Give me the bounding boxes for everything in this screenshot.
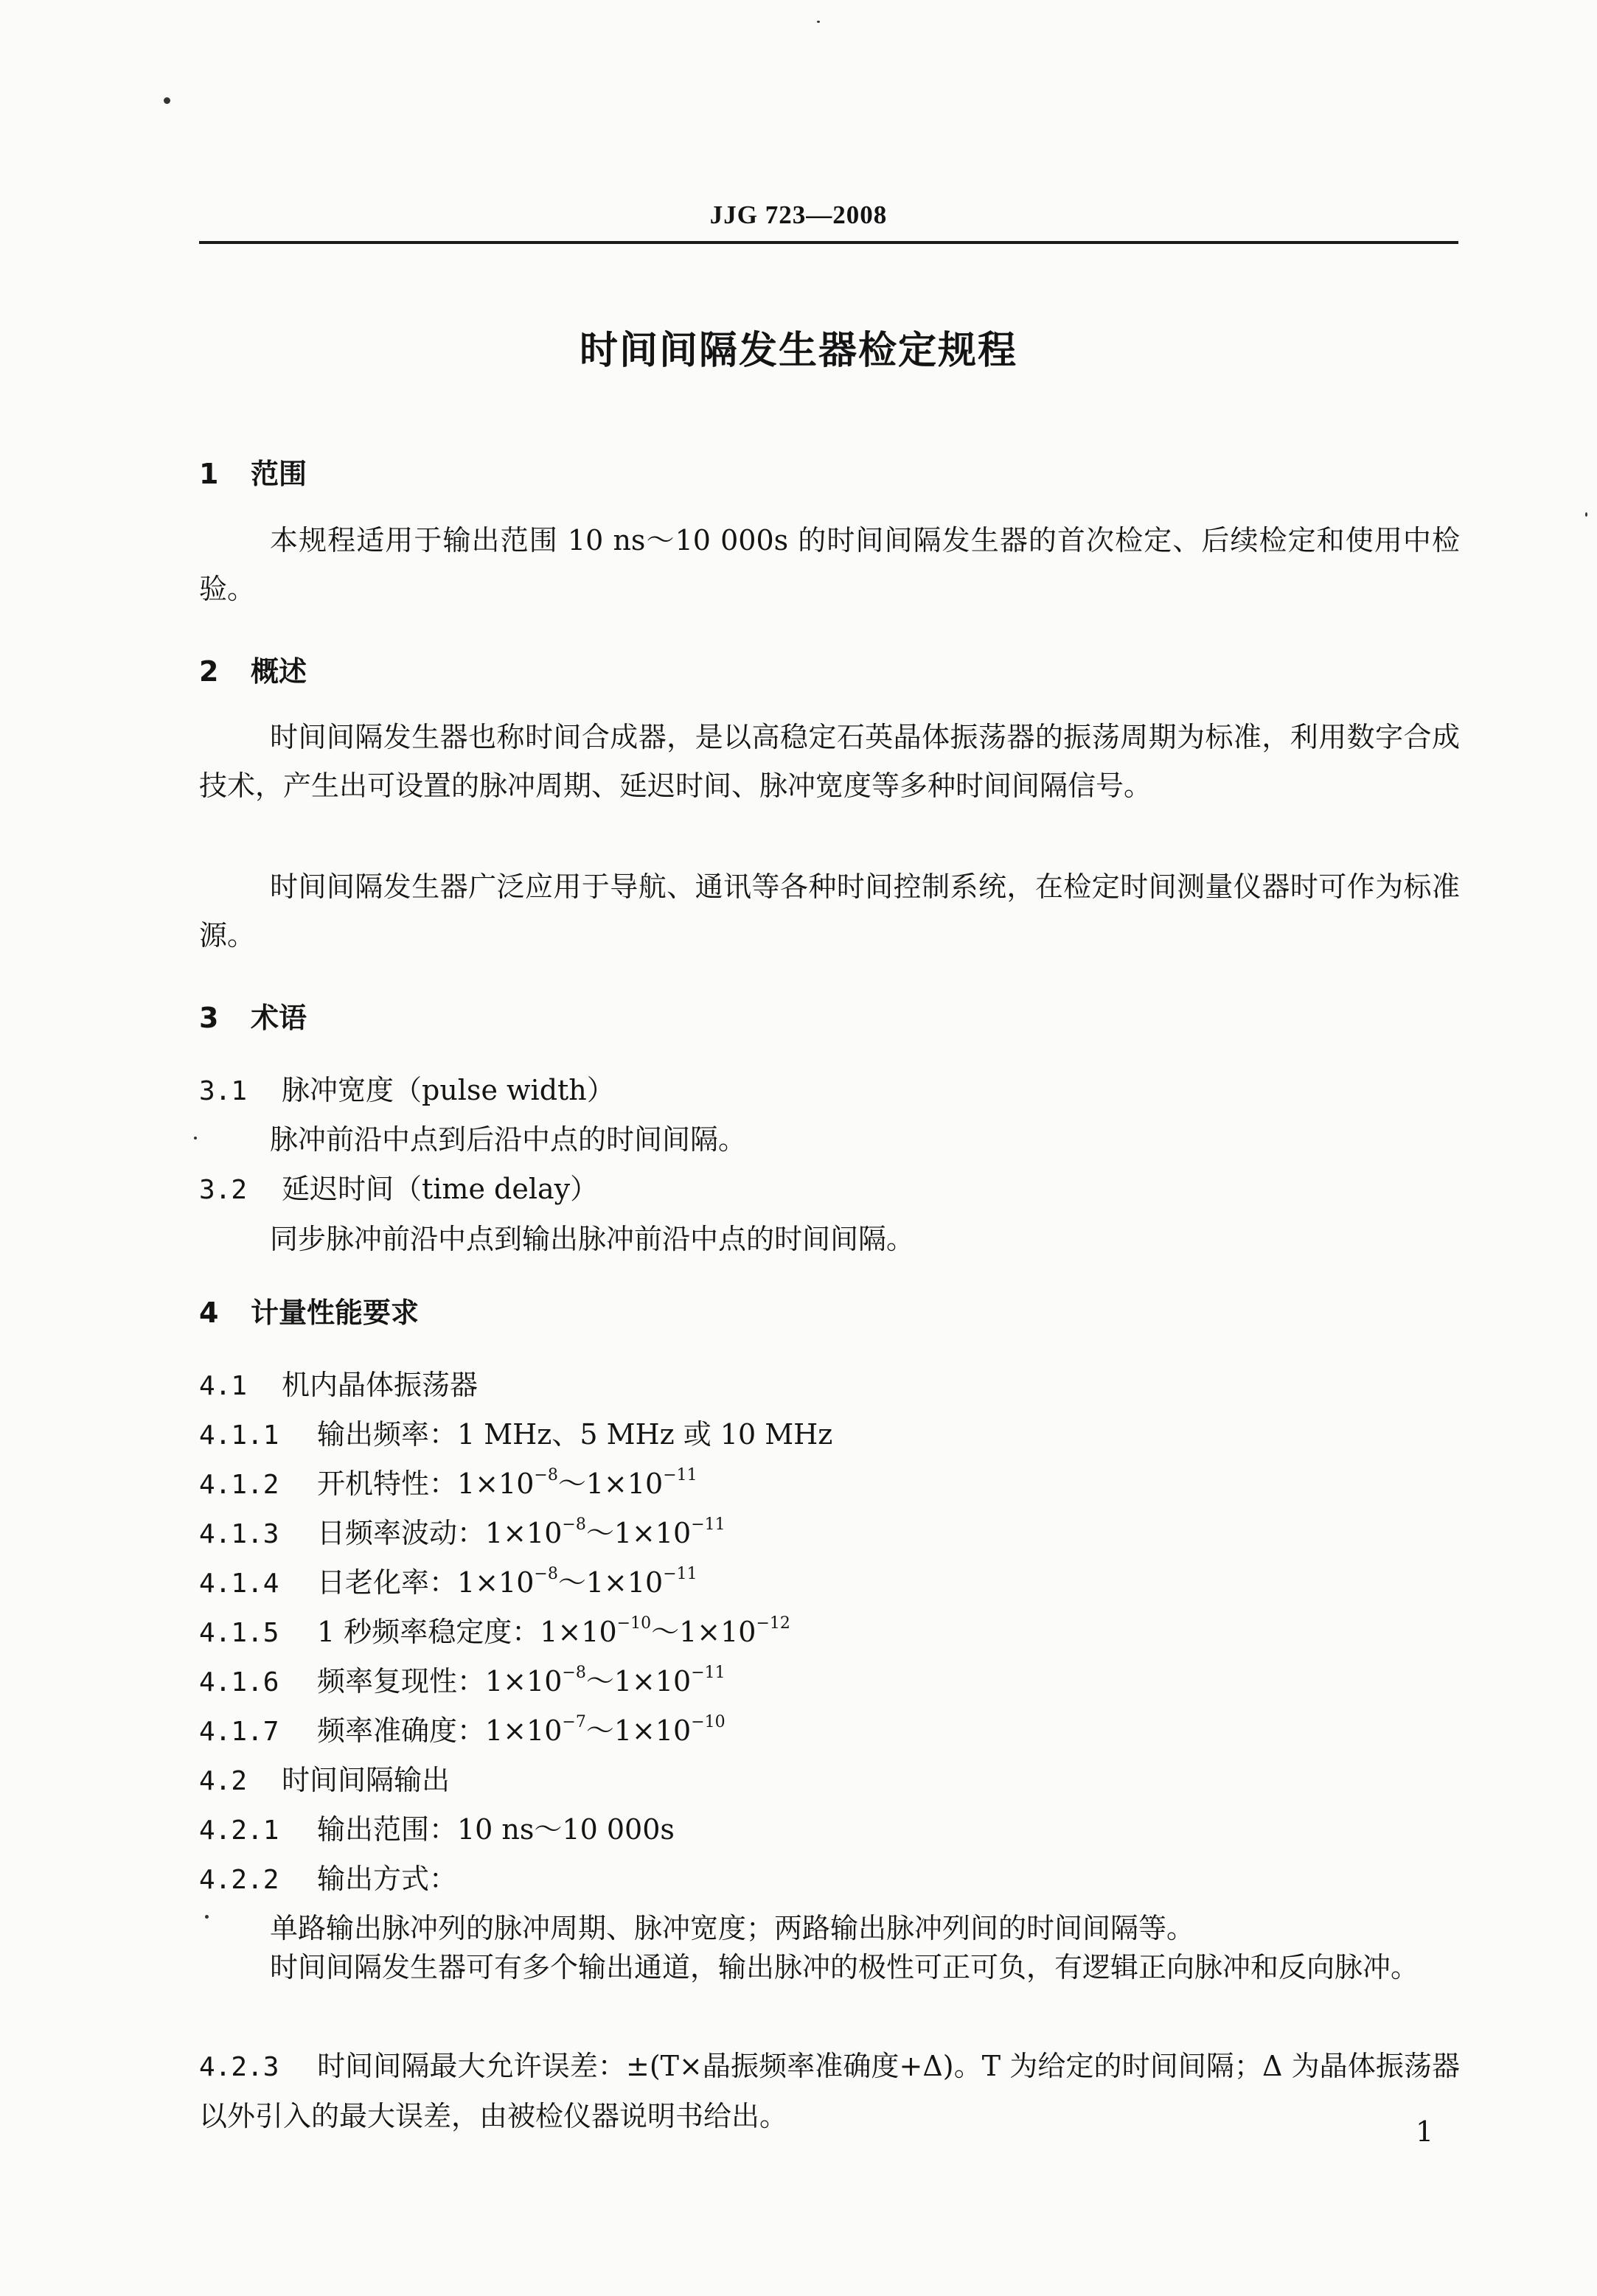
clause-text: 输出范围：10 ns～10 000s	[317, 1813, 675, 1846]
clause-number: 4.1.6	[199, 1667, 279, 1697]
clause-4-1-3	[199, 1510, 726, 1551]
range-high: 1×10	[585, 1566, 664, 1599]
term-3-1-definition: 脉冲前沿中点到后沿中点的时间间隔。	[270, 1123, 747, 1156]
exponent-low: −8	[562, 1664, 586, 1682]
range-high: 1×10	[613, 1714, 692, 1747]
range-high: 1×10	[613, 1665, 692, 1697]
section-4-heading	[199, 1290, 419, 1330]
clause-4-1-2	[199, 1461, 697, 1501]
clause-label: 频率准确度：	[317, 1714, 486, 1747]
clause-4-2-2-paragraph-2	[199, 1943, 1460, 1992]
clause-number: 4.1.5	[199, 1618, 279, 1648]
clause-number: 4.2.2	[199, 1865, 279, 1895]
clause-4-1-4	[199, 1560, 697, 1600]
clause-label: 时间间隔输出	[282, 1764, 450, 1796]
clause-4-2	[199, 1757, 450, 1798]
term-3-1	[199, 1067, 615, 1108]
clause-number: 3.1	[199, 1076, 248, 1106]
clause-label: 机内晶体振荡器	[282, 1369, 479, 1401]
paragraph: 本规程适用于输出范围 10 ns～10 000s 的时间间隔发生器的首次检定、后续检定和使用中检验。	[199, 524, 1460, 605]
section-title: 范围	[251, 458, 307, 490]
exponent-high: −11	[691, 1515, 726, 1534]
section-number: 4	[199, 1297, 219, 1329]
document-code: JJG 723—2008	[709, 200, 888, 229]
clause-4-2-2-paragraph-1: 单路输出脉冲列的脉冲周期、脉冲宽度；两路输出脉冲列间的时间间隔等。	[270, 1912, 1195, 1944]
clause-label: 1 秒频率稳定度：	[317, 1616, 540, 1648]
clause-text: 输出方式：	[317, 1863, 458, 1895]
range-low: 1×10	[540, 1616, 617, 1648]
range-high: 1×10	[613, 1517, 692, 1549]
clause-label: 开机特性：	[317, 1468, 458, 1500]
term-label: 延迟时间（time delay）	[282, 1173, 599, 1205]
clause-number: 4.2.1	[199, 1815, 279, 1846]
section-1-body	[199, 516, 1460, 613]
paragraph: 时间间隔发生器也称时间合成器，是以高稳定石英晶体振荡器的振荡周期为标准，利用数字合成技术，产生出可设置的脉冲周期、延迟时间、脉冲宽度等多种时间间隔信号。	[199, 721, 1460, 802]
header-rule	[199, 241, 1458, 244]
range-sep: ～	[651, 1616, 680, 1648]
range-low: 1×10	[457, 1468, 535, 1500]
range-sep: ～	[585, 1517, 614, 1549]
exponent-high: −12	[756, 1614, 790, 1633]
clause-label: 日频率波动：	[317, 1517, 486, 1549]
section-2-paragraph-1	[199, 713, 1460, 810]
clause-4-1	[199, 1362, 478, 1403]
section-2-heading	[199, 649, 307, 689]
section-title: 概述	[251, 655, 307, 688]
section-number: 2	[199, 655, 219, 688]
clause-text: 时间间隔最大允许误差：±(T×晶振频率准确度+Δ)。T 为给定的时间间隔；Δ 为晶体振荡器以外引入的最大误差，由被检仪器说明书给出。	[199, 2050, 1460, 2132]
document-title: 时间间隔发生器检定规程	[579, 329, 1017, 373]
clause-number: 4.2.3	[199, 2052, 279, 2082]
exponent-high: −11	[663, 1565, 697, 1583]
exponent-low: −8	[534, 1466, 558, 1484]
clause-number: 4.1.4	[199, 1569, 279, 1599]
clause-4-1-6	[199, 1658, 726, 1699]
range-low: 1×10	[485, 1517, 563, 1549]
clause-4-1-1	[199, 1412, 832, 1452]
scan-speck	[205, 1915, 209, 1919]
clause-number: 4.1.7	[199, 1717, 279, 1747]
term-label: 脉冲宽度（pulse width）	[282, 1074, 615, 1106]
scan-speck	[194, 1137, 197, 1140]
section-3-heading	[199, 995, 307, 1036]
term-3-2-definition: 同步脉冲前沿中点到输出脉冲前沿中点的时间间隔。	[270, 1223, 915, 1255]
exponent-low: −7	[562, 1713, 586, 1731]
range-high: 1×10	[679, 1616, 756, 1648]
exponent-low: −10	[616, 1614, 652, 1633]
paragraph: 时间间隔发生器广泛应用于导航、通讯等各种时间控制系统，在检定时间测量仪器时可作为标准源。	[199, 870, 1460, 952]
paragraph: 时间间隔发生器可有多个输出通道，输出脉冲的极性可正可负，有逻辑正向脉冲和反向脉冲。	[270, 1951, 1419, 1983]
clause-text: 输出频率：1 MHz、5 MHz 或 10 MHz	[317, 1418, 833, 1451]
section-title: 计量性能要求	[251, 1297, 420, 1329]
range-low: 1×10	[485, 1714, 563, 1747]
range-low: 1×10	[485, 1665, 563, 1697]
exponent-high: −11	[663, 1466, 697, 1484]
clause-label: 频率复现性：	[317, 1665, 486, 1697]
clause-number: 4.1.3	[199, 1519, 279, 1549]
clause-number: 4.2	[199, 1766, 248, 1796]
scan-speck	[164, 97, 170, 104]
exponent-low: −8	[534, 1565, 558, 1583]
section-number: 3	[199, 1002, 219, 1034]
clause-label: 日老化率：	[317, 1566, 458, 1599]
scan-speck	[1585, 512, 1587, 517]
clause-number: 3.2	[199, 1175, 248, 1205]
clause-number: 4.1.1	[199, 1420, 279, 1451]
term-3-2	[199, 1166, 598, 1207]
clause-4-2-1	[199, 1807, 675, 1847]
clause-4-2-2	[199, 1856, 457, 1897]
range-sep: ～	[585, 1665, 614, 1697]
scan-speck	[817, 21, 820, 23]
exponent-high: −10	[691, 1713, 726, 1731]
exponent-low: −8	[562, 1515, 586, 1534]
section-title: 术语	[251, 1002, 307, 1034]
clause-4-1-7	[199, 1708, 726, 1748]
clause-number: 4.1.2	[199, 1470, 279, 1500]
range-sep: ～	[585, 1714, 614, 1747]
section-1-heading	[199, 451, 307, 492]
range-sep: ～	[557, 1468, 586, 1500]
range-sep: ～	[557, 1566, 586, 1599]
exponent-high: −11	[691, 1664, 726, 1682]
page-number: 1	[1416, 2115, 1434, 2148]
section-2-paragraph-2	[199, 862, 1460, 960]
range-low: 1×10	[457, 1566, 535, 1599]
range-high: 1×10	[585, 1468, 664, 1500]
clause-4-1-5	[199, 1609, 790, 1650]
clause-number: 4.1	[199, 1371, 248, 1401]
section-number: 1	[199, 458, 219, 490]
clause-4-2-3	[199, 2042, 1460, 2140]
